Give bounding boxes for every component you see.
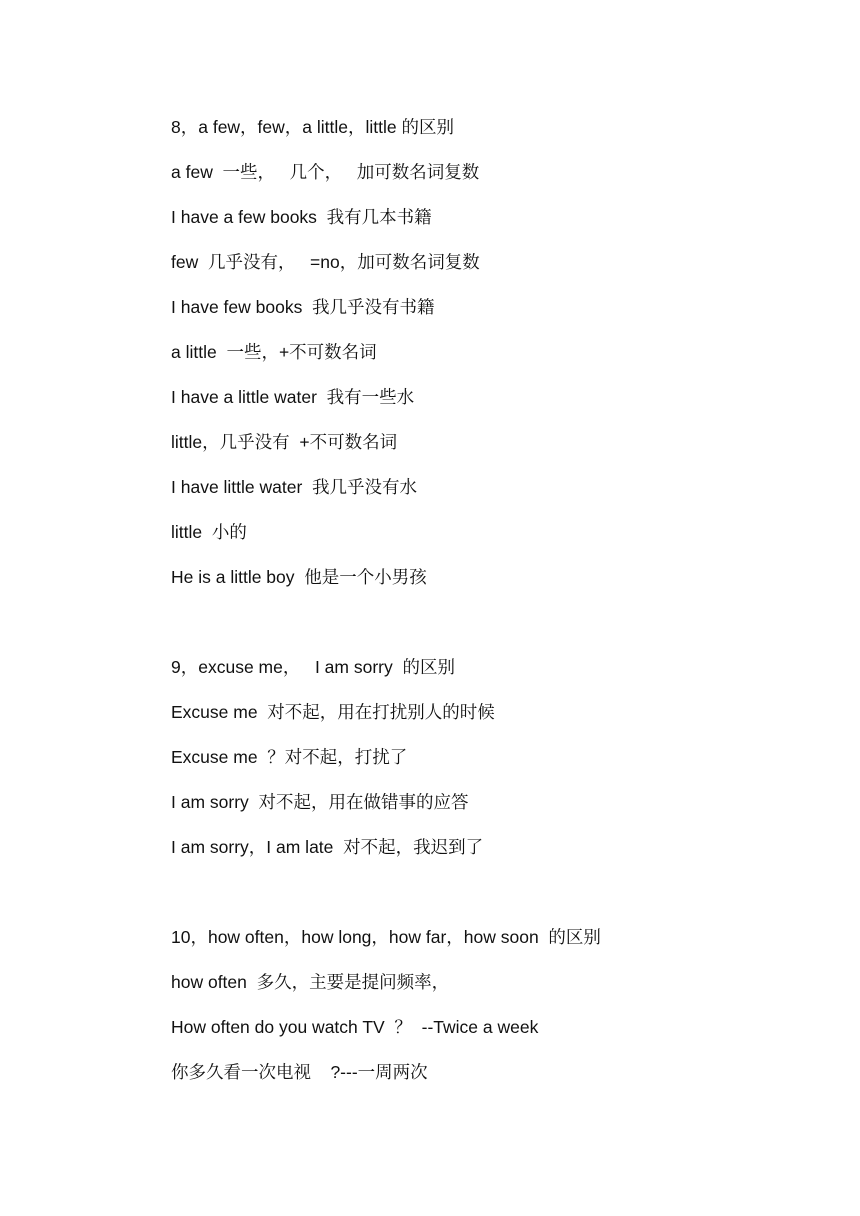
- blank-line: [171, 608, 811, 653]
- text-line: I have a few books 我有几本书籍: [171, 207, 432, 227]
- text-line: a little 一些，+不可数名词: [171, 342, 377, 362]
- text-line: few 几乎没有， =no，加可数名词复数: [171, 252, 480, 272]
- text-line: a few 一些， 几个， 加可数名词复数: [171, 162, 480, 182]
- section-heading: 10，how often，how long，how far，how soon 的区别: [171, 927, 601, 947]
- text-line: He is a little boy 他是一个小男孩: [171, 567, 427, 587]
- section-8: [171, 113, 811, 608]
- text-line: I have few books 我几乎没有书籍: [171, 297, 435, 317]
- text-line: I am sorry 对不起，用在做错事的应答: [171, 792, 469, 812]
- section-9: [171, 653, 811, 878]
- section-10: [171, 923, 811, 1103]
- text-line: 你多久看一次电视 ?---一周两次: [171, 1062, 428, 1082]
- text-line: little 小的: [171, 522, 247, 542]
- section-heading: 8，a few，few，a little，little 的区别: [171, 117, 454, 137]
- text-line: I am sorry，I am late 对不起，我迟到了: [171, 837, 484, 857]
- text-line: I have little water 我几乎没有水: [171, 477, 418, 497]
- text-line: Excuse me 对不起，用在打扰别人的时候: [171, 702, 495, 722]
- blank-line: [171, 878, 811, 923]
- document-page: [171, 113, 811, 1103]
- text-line: I have a little water 我有一些水: [171, 387, 415, 407]
- section-heading: 9，excuse me， I am sorry 的区别: [171, 657, 455, 677]
- text-line: How often do you watch TV ？ --Twice a week: [171, 1017, 539, 1037]
- text-line: how often 多久，主要是提问频率，: [171, 972, 450, 992]
- text-line: little，几乎没有 +不可数名词: [171, 432, 398, 452]
- text-line: Excuse me ？对不起，打扰了: [171, 747, 408, 767]
